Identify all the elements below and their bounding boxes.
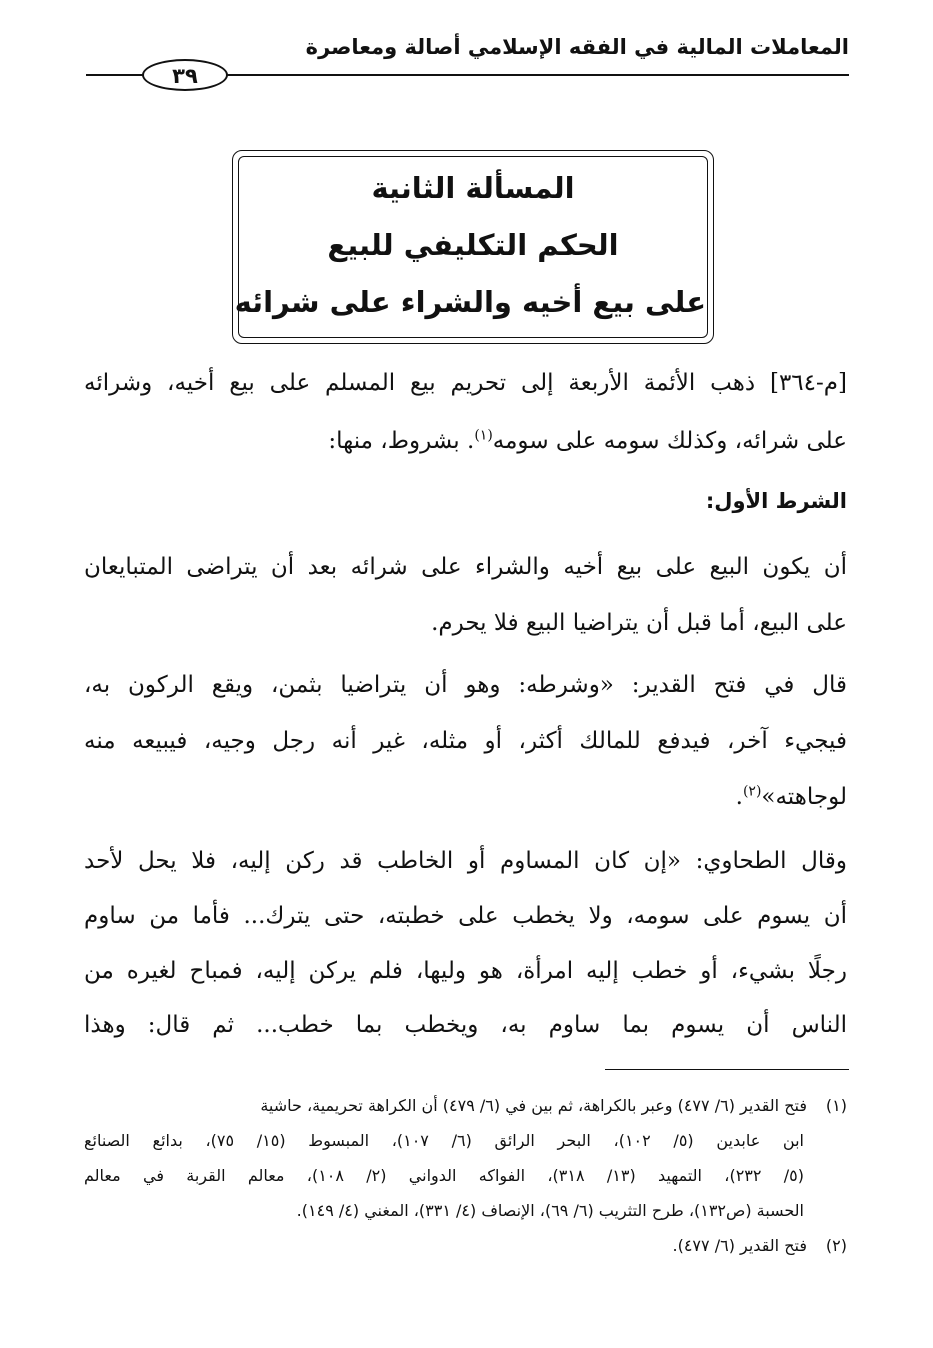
body-line: أن يسوم على سومه، ولا يخطب على خطبته، حتى يترك... فأما من ساوم [84, 903, 847, 929]
body-line: فيجيء آخر، فيدفع للمالك أكثر، أو مثله، غير أنه رجل وجيه، فيبيعه منه [84, 728, 847, 754]
footnote-1 [84, 1090, 847, 1122]
footnote-1-line: ابن عابدين (٥/ ١٠٢)، البحر الرائق (٦/ ١٠٧)، المبسوط (١٥/ ٧٥)، بدائع الصنائع [84, 1131, 804, 1150]
condition-heading: الشرط الأول: [705, 489, 847, 513]
body-line: وقال الطحاوي: «إن كان المساوم أو الخاطب قد ركن إليه، فلا يحل لأحد [84, 848, 847, 874]
footnote-1-line: الحسبة (ص١٣٢)، طرح التثريب (٦/ ٦٩)، الإنصاف (٤/ ٣٣١)، المغني (٤/ ١٤٩). [296, 1201, 804, 1220]
body-text: لوجاهته» [761, 784, 847, 810]
footnote-separator [605, 1069, 849, 1070]
body-line [84, 418, 847, 464]
running-header-title: المعاملات المالية في الفقه الإسلامي أصالة ومعاصرة [305, 35, 849, 59]
body-line: الناس أن يسوم بما ساوم به، ويخطب بما خطب... ثم قال: وهذا [84, 1012, 847, 1038]
footnote-1-line: (٥/ ٢٣٢)، التمهيد (١٣/ ٣١٨)، الفواكه الدواني (٢/ ١٠٨)، معالم القربة في معالم [84, 1166, 804, 1185]
body-text: . [735, 784, 743, 810]
section-title-line-1: المسألة الثانية [371, 171, 575, 205]
footnote-2 [84, 1230, 847, 1262]
body-line: رجلًا بشيء، أو خطب إليه امرأة، هو وليها، فلم يركن إليه، فمباح لغيره من [84, 958, 847, 984]
section-title-line-3: على بيع أخيه والشراء على شرائه [234, 285, 706, 319]
body-text: . بشروط، منها: [328, 428, 475, 454]
page-number: ٣٩ [142, 59, 228, 91]
footnote-ref: (٢) [742, 783, 762, 800]
body-text: على شرائه، وكذلك سومه على سومه [492, 428, 847, 454]
body-line: [م-٣٦٤] ذهب الأئمة الأربعة إلى تحريم بيع المسلم على بيع أخيه، وشرائه [84, 370, 847, 396]
footnote-number: (١) [825, 1096, 847, 1115]
body-line: أن يكون البيع على بيع أخيه والشراء على شرائه بعد أن يتراضى المتبايعان [84, 554, 847, 580]
footnote-number: (٢) [825, 1236, 847, 1255]
body-line [84, 774, 847, 820]
section-title-line-2: الحكم التكليفي للبيع [327, 228, 619, 262]
body-line: قال في فتح القدير: «وشرطه: وهو أن يتراضيا بثمن، ويقع الركون به، [84, 672, 847, 698]
body-line: على البيع، أما قبل أن يتراضيا البيع فلا يحرم. [431, 610, 847, 636]
footnote-ref: (١) [474, 427, 493, 444]
footnote-text: فتح القدير (٦/ ٤٧٧). [672, 1236, 807, 1255]
footnote-text: فتح القدير (٦/ ٤٧٧) وعبر بالكراهة، ثم بين في (٦/ ٤٧٩) أن الكراهة تحريمية، حاشية [260, 1096, 807, 1115]
